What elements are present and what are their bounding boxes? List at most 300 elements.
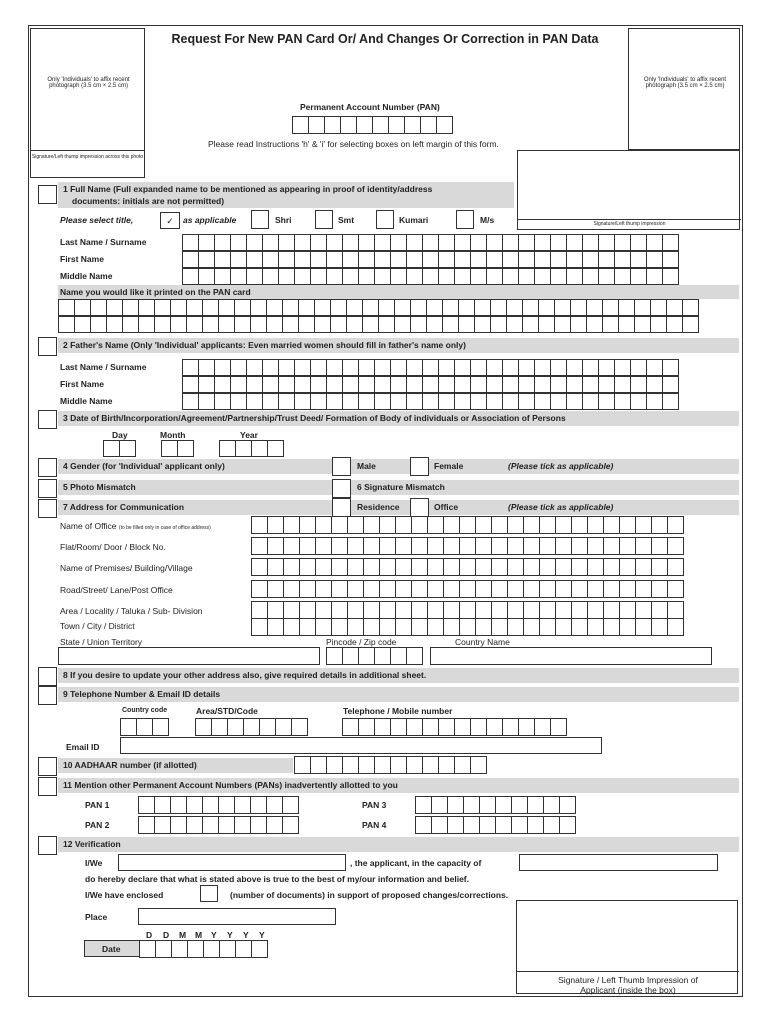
s2-middle-name-grid[interactable] xyxy=(182,393,678,410)
title-ms-box[interactable] xyxy=(456,210,474,229)
s10-checkbox[interactable] xyxy=(38,757,57,776)
char-cell[interactable] xyxy=(374,376,391,393)
char-cell[interactable] xyxy=(555,558,572,576)
char-cell[interactable] xyxy=(454,376,471,393)
char-cell[interactable] xyxy=(422,359,439,376)
title-tick-box[interactable]: ✓ xyxy=(160,212,180,229)
char-cell[interactable] xyxy=(202,796,219,814)
char-cell[interactable] xyxy=(507,618,524,636)
char-cell[interactable] xyxy=(598,268,615,285)
char-cell[interactable] xyxy=(230,376,247,393)
char-cell[interactable] xyxy=(330,299,347,316)
char-cell[interactable] xyxy=(619,618,636,636)
char-cell[interactable] xyxy=(534,718,551,736)
char-cell[interactable] xyxy=(326,251,343,268)
char-cell[interactable] xyxy=(598,359,615,376)
s2-first-name-grid[interactable] xyxy=(182,376,678,393)
pan4-grid[interactable] xyxy=(415,816,575,833)
char-cell[interactable] xyxy=(390,393,407,410)
char-cell[interactable] xyxy=(614,251,631,268)
char-cell[interactable] xyxy=(635,601,652,619)
char-cell[interactable] xyxy=(459,558,476,576)
char-cell[interactable] xyxy=(198,251,215,268)
char-cell[interactable] xyxy=(395,580,412,598)
char-cell[interactable] xyxy=(603,558,620,576)
char-cell[interactable] xyxy=(358,718,375,736)
char-cell[interactable] xyxy=(555,580,572,598)
char-cell[interactable] xyxy=(486,376,503,393)
char-cell[interactable] xyxy=(218,816,235,834)
char-cell[interactable] xyxy=(523,537,540,555)
char-cell[interactable] xyxy=(646,268,663,285)
char-cell[interactable] xyxy=(282,816,299,834)
char-cell[interactable] xyxy=(122,316,139,333)
char-cell[interactable] xyxy=(459,516,476,534)
char-cell[interactable] xyxy=(331,580,348,598)
char-cell[interactable] xyxy=(470,268,487,285)
char-cell[interactable] xyxy=(534,268,551,285)
char-cell[interactable] xyxy=(346,299,363,316)
char-cell[interactable] xyxy=(410,299,427,316)
char-cell[interactable] xyxy=(571,516,588,534)
char-cell[interactable] xyxy=(507,537,524,555)
char-cell[interactable] xyxy=(619,601,636,619)
s5-checkbox[interactable] xyxy=(38,479,57,498)
char-cell[interactable] xyxy=(342,376,359,393)
char-cell[interactable] xyxy=(251,940,268,958)
char-cell[interactable] xyxy=(459,618,476,636)
char-cell[interactable] xyxy=(363,558,380,576)
char-cell[interactable] xyxy=(582,393,599,410)
char-cell[interactable] xyxy=(667,537,684,555)
char-cell[interactable] xyxy=(358,251,375,268)
char-cell[interactable] xyxy=(554,316,571,333)
char-cell[interactable] xyxy=(662,376,679,393)
char-cell[interactable] xyxy=(422,268,439,285)
char-cell[interactable] xyxy=(267,601,284,619)
char-cell[interactable] xyxy=(342,268,359,285)
char-cell[interactable] xyxy=(506,299,523,316)
char-cell[interactable] xyxy=(422,756,439,774)
s8-checkbox[interactable] xyxy=(38,667,57,686)
char-cell[interactable] xyxy=(342,234,359,251)
char-cell[interactable] xyxy=(534,393,551,410)
char-cell[interactable] xyxy=(582,376,599,393)
char-cell[interactable] xyxy=(278,376,295,393)
char-cell[interactable] xyxy=(406,393,423,410)
char-cell[interactable] xyxy=(586,316,603,333)
char-cell[interactable] xyxy=(630,234,647,251)
char-cell[interactable] xyxy=(406,718,423,736)
char-cell[interactable] xyxy=(507,580,524,598)
char-cell[interactable] xyxy=(219,440,236,457)
char-cell[interactable] xyxy=(614,234,631,251)
char-cell[interactable] xyxy=(395,537,412,555)
char-cell[interactable] xyxy=(555,601,572,619)
char-cell[interactable] xyxy=(438,251,455,268)
char-cell[interactable] xyxy=(267,580,284,598)
char-cell[interactable] xyxy=(475,516,492,534)
char-cell[interactable] xyxy=(422,393,439,410)
char-cell[interactable] xyxy=(534,251,551,268)
char-cell[interactable] xyxy=(138,316,155,333)
char-cell[interactable] xyxy=(527,796,544,814)
signature-box-bottom[interactable] xyxy=(516,900,738,994)
char-cell[interactable] xyxy=(299,618,316,636)
char-cell[interactable] xyxy=(298,299,315,316)
char-cell[interactable] xyxy=(186,816,203,834)
char-cell[interactable] xyxy=(259,718,276,736)
char-cell[interactable] xyxy=(518,718,535,736)
char-cell[interactable] xyxy=(331,516,348,534)
char-cell[interactable] xyxy=(406,251,423,268)
char-cell[interactable] xyxy=(358,268,375,285)
char-cell[interactable] xyxy=(155,940,172,958)
char-cell[interactable] xyxy=(662,359,679,376)
char-cell[interactable] xyxy=(559,816,576,834)
char-cell[interactable] xyxy=(347,516,364,534)
char-cell[interactable] xyxy=(214,234,231,251)
char-cell[interactable] xyxy=(294,251,311,268)
print-name-grid-2[interactable] xyxy=(58,316,698,333)
char-cell[interactable] xyxy=(203,940,220,958)
char-cell[interactable] xyxy=(475,537,492,555)
char-cell[interactable] xyxy=(395,618,412,636)
char-cell[interactable] xyxy=(534,234,551,251)
char-cell[interactable] xyxy=(502,268,519,285)
char-cell[interactable] xyxy=(214,376,231,393)
char-cell[interactable] xyxy=(219,940,236,958)
char-cell[interactable] xyxy=(294,234,311,251)
char-cell[interactable] xyxy=(651,601,668,619)
char-cell[interactable] xyxy=(454,251,471,268)
char-cell[interactable] xyxy=(250,299,267,316)
char-cell[interactable] xyxy=(378,299,395,316)
aadhaar-grid[interactable] xyxy=(294,756,486,773)
char-cell[interactable] xyxy=(106,299,123,316)
char-cell[interactable] xyxy=(603,580,620,598)
char-cell[interactable] xyxy=(682,316,699,333)
char-cell[interactable] xyxy=(470,251,487,268)
char-cell[interactable] xyxy=(491,558,508,576)
char-cell[interactable] xyxy=(475,558,492,576)
char-cell[interactable] xyxy=(170,316,187,333)
char-cell[interactable] xyxy=(182,393,199,410)
char-cell[interactable] xyxy=(250,796,267,814)
char-cell[interactable] xyxy=(362,316,379,333)
char-cell[interactable] xyxy=(570,316,587,333)
char-cell[interactable] xyxy=(315,537,332,555)
char-cell[interactable] xyxy=(198,359,215,376)
char-cell[interactable] xyxy=(411,618,428,636)
char-cell[interactable] xyxy=(566,359,583,376)
char-cell[interactable] xyxy=(262,359,279,376)
char-cell[interactable] xyxy=(122,299,139,316)
char-cell[interactable] xyxy=(170,299,187,316)
char-cell[interactable] xyxy=(139,940,156,958)
char-cell[interactable] xyxy=(646,234,663,251)
office-name-grid[interactable] xyxy=(251,516,683,533)
title-kumari-box[interactable] xyxy=(376,210,394,229)
char-cell[interactable] xyxy=(310,268,327,285)
char-cell[interactable] xyxy=(266,816,283,834)
char-cell[interactable] xyxy=(602,299,619,316)
char-cell[interactable] xyxy=(246,251,263,268)
char-cell[interactable] xyxy=(443,558,460,576)
char-cell[interactable] xyxy=(598,234,615,251)
char-cell[interactable] xyxy=(262,251,279,268)
char-cell[interactable] xyxy=(267,537,284,555)
char-cell[interactable] xyxy=(379,580,396,598)
char-cell[interactable] xyxy=(298,316,315,333)
char-cell[interactable] xyxy=(218,316,235,333)
char-cell[interactable] xyxy=(518,376,535,393)
char-cell[interactable] xyxy=(443,580,460,598)
char-cell[interactable] xyxy=(374,393,391,410)
char-cell[interactable] xyxy=(598,251,615,268)
char-cell[interactable] xyxy=(507,516,524,534)
char-cell[interactable] xyxy=(443,601,460,619)
char-cell[interactable] xyxy=(630,359,647,376)
char-cell[interactable] xyxy=(463,796,480,814)
area-grid[interactable] xyxy=(251,601,683,618)
char-cell[interactable] xyxy=(587,537,604,555)
char-cell[interactable] xyxy=(486,393,503,410)
char-cell[interactable] xyxy=(347,618,364,636)
char-cell[interactable] xyxy=(566,393,583,410)
char-cell[interactable] xyxy=(491,618,508,636)
char-cell[interactable] xyxy=(262,234,279,251)
char-cell[interactable] xyxy=(266,299,283,316)
char-cell[interactable] xyxy=(662,393,679,410)
char-cell[interactable] xyxy=(518,234,535,251)
char-cell[interactable] xyxy=(374,756,391,774)
char-cell[interactable] xyxy=(603,601,620,619)
char-cell[interactable] xyxy=(315,580,332,598)
char-cell[interactable] xyxy=(422,718,439,736)
char-cell[interactable] xyxy=(390,756,407,774)
char-cell[interactable] xyxy=(342,251,359,268)
char-cell[interactable] xyxy=(507,601,524,619)
char-cell[interactable] xyxy=(266,316,283,333)
char-cell[interactable] xyxy=(651,537,668,555)
char-cell[interactable] xyxy=(571,580,588,598)
area-code-grid[interactable] xyxy=(195,718,307,735)
char-cell[interactable] xyxy=(326,234,343,251)
char-cell[interactable] xyxy=(502,376,519,393)
char-cell[interactable] xyxy=(394,316,411,333)
char-cell[interactable] xyxy=(394,299,411,316)
char-cell[interactable] xyxy=(502,718,519,736)
char-cell[interactable] xyxy=(502,251,519,268)
char-cell[interactable] xyxy=(214,251,231,268)
char-cell[interactable] xyxy=(555,618,572,636)
char-cell[interactable] xyxy=(187,940,204,958)
char-cell[interactable] xyxy=(630,268,647,285)
road-grid[interactable] xyxy=(251,580,683,597)
char-cell[interactable] xyxy=(550,268,567,285)
char-cell[interactable] xyxy=(406,234,423,251)
char-cell[interactable] xyxy=(251,440,268,457)
char-cell[interactable] xyxy=(651,618,668,636)
char-cell[interactable] xyxy=(490,299,507,316)
char-cell[interactable] xyxy=(431,816,448,834)
char-cell[interactable] xyxy=(243,718,260,736)
s3-checkbox[interactable] xyxy=(38,410,57,429)
char-cell[interactable] xyxy=(646,359,663,376)
s7-checkbox[interactable] xyxy=(38,499,57,518)
char-cell[interactable] xyxy=(374,718,391,736)
char-cell[interactable] xyxy=(395,516,412,534)
char-cell[interactable] xyxy=(267,558,284,576)
char-cell[interactable] xyxy=(299,558,316,576)
char-cell[interactable] xyxy=(667,580,684,598)
char-cell[interactable] xyxy=(538,299,555,316)
char-cell[interactable] xyxy=(550,393,567,410)
char-cell[interactable] xyxy=(390,376,407,393)
char-cell[interactable] xyxy=(550,359,567,376)
s12-checkbox[interactable] xyxy=(38,836,57,855)
char-cell[interactable] xyxy=(326,756,343,774)
s11-checkbox[interactable] xyxy=(38,777,57,796)
char-cell[interactable] xyxy=(103,440,120,457)
char-cell[interactable] xyxy=(651,558,668,576)
char-cell[interactable] xyxy=(438,268,455,285)
char-cell[interactable] xyxy=(511,816,528,834)
char-cell[interactable] xyxy=(566,234,583,251)
char-cell[interactable] xyxy=(447,796,464,814)
char-cell[interactable] xyxy=(390,718,407,736)
char-cell[interactable] xyxy=(470,234,487,251)
char-cell[interactable] xyxy=(495,796,512,814)
char-cell[interactable] xyxy=(262,268,279,285)
char-cell[interactable] xyxy=(230,268,247,285)
char-cell[interactable] xyxy=(278,251,295,268)
char-cell[interactable] xyxy=(650,299,667,316)
char-cell[interactable] xyxy=(251,618,268,636)
char-cell[interactable] xyxy=(507,558,524,576)
char-cell[interactable] xyxy=(603,618,620,636)
char-cell[interactable] xyxy=(554,299,571,316)
char-cell[interactable] xyxy=(347,537,364,555)
char-cell[interactable] xyxy=(586,299,603,316)
char-cell[interactable] xyxy=(182,268,199,285)
char-cell[interactable] xyxy=(202,816,219,834)
char-cell[interactable] xyxy=(186,299,203,316)
char-cell[interactable] xyxy=(358,359,375,376)
char-cell[interactable] xyxy=(395,558,412,576)
state-field[interactable] xyxy=(58,647,320,665)
char-cell[interactable] xyxy=(459,601,476,619)
char-cell[interactable] xyxy=(442,299,459,316)
char-cell[interactable] xyxy=(486,359,503,376)
char-cell[interactable] xyxy=(447,816,464,834)
s4-checkbox[interactable] xyxy=(38,458,57,477)
char-cell[interactable] xyxy=(347,601,364,619)
char-cell[interactable] xyxy=(566,251,583,268)
char-cell[interactable] xyxy=(454,268,471,285)
s1-middle-name-grid[interactable] xyxy=(182,268,678,285)
char-cell[interactable] xyxy=(282,299,299,316)
char-cell[interactable] xyxy=(363,601,380,619)
char-cell[interactable] xyxy=(518,268,535,285)
char-cell[interactable] xyxy=(331,537,348,555)
char-cell[interactable] xyxy=(431,796,448,814)
char-cell[interactable] xyxy=(299,516,316,534)
char-cell[interactable] xyxy=(214,393,231,410)
char-cell[interactable] xyxy=(74,316,91,333)
char-cell[interactable] xyxy=(202,299,219,316)
char-cell[interactable] xyxy=(539,537,556,555)
char-cell[interactable] xyxy=(587,558,604,576)
char-cell[interactable] xyxy=(58,316,75,333)
char-cell[interactable] xyxy=(539,558,556,576)
char-cell[interactable] xyxy=(310,376,327,393)
char-cell[interactable] xyxy=(438,718,455,736)
char-cell[interactable] xyxy=(342,393,359,410)
char-cell[interactable] xyxy=(619,580,636,598)
char-cell[interactable] xyxy=(454,359,471,376)
char-cell[interactable] xyxy=(235,440,252,457)
char-cell[interactable] xyxy=(470,376,487,393)
char-cell[interactable] xyxy=(251,516,268,534)
char-cell[interactable] xyxy=(363,618,380,636)
char-cell[interactable] xyxy=(438,376,455,393)
char-cell[interactable] xyxy=(182,234,199,251)
char-cell[interactable] xyxy=(474,316,491,333)
char-cell[interactable] xyxy=(374,234,391,251)
char-cell[interactable] xyxy=(395,601,412,619)
char-cell[interactable] xyxy=(427,516,444,534)
char-cell[interactable] xyxy=(635,537,652,555)
char-cell[interactable] xyxy=(363,516,380,534)
s2-last-name-grid[interactable] xyxy=(182,359,678,376)
char-cell[interactable] xyxy=(438,393,455,410)
char-cell[interactable] xyxy=(262,376,279,393)
char-cell[interactable] xyxy=(422,251,439,268)
char-cell[interactable] xyxy=(214,359,231,376)
char-cell[interactable] xyxy=(443,618,460,636)
char-cell[interactable] xyxy=(378,316,395,333)
char-cell[interactable] xyxy=(246,359,263,376)
char-cell[interactable] xyxy=(278,234,295,251)
country-code-grid[interactable] xyxy=(120,718,168,735)
char-cell[interactable] xyxy=(427,537,444,555)
char-cell[interactable] xyxy=(171,940,188,958)
char-cell[interactable] xyxy=(566,268,583,285)
char-cell[interactable] xyxy=(363,537,380,555)
char-cell[interactable] xyxy=(666,316,683,333)
char-cell[interactable] xyxy=(330,316,347,333)
char-cell[interactable] xyxy=(362,299,379,316)
char-cell[interactable] xyxy=(523,558,540,576)
char-cell[interactable] xyxy=(331,618,348,636)
char-cell[interactable] xyxy=(346,316,363,333)
char-cell[interactable] xyxy=(374,647,391,665)
char-cell[interactable] xyxy=(458,299,475,316)
char-cell[interactable] xyxy=(422,234,439,251)
char-cell[interactable] xyxy=(523,516,540,534)
char-cell[interactable] xyxy=(443,537,460,555)
char-cell[interactable] xyxy=(411,580,428,598)
char-cell[interactable] xyxy=(326,647,343,665)
char-cell[interactable] xyxy=(587,601,604,619)
char-cell[interactable] xyxy=(198,393,215,410)
char-cell[interactable] xyxy=(90,299,107,316)
phone-grid[interactable] xyxy=(342,718,566,735)
char-cell[interactable] xyxy=(275,718,292,736)
s1-last-name-grid[interactable] xyxy=(182,234,678,251)
